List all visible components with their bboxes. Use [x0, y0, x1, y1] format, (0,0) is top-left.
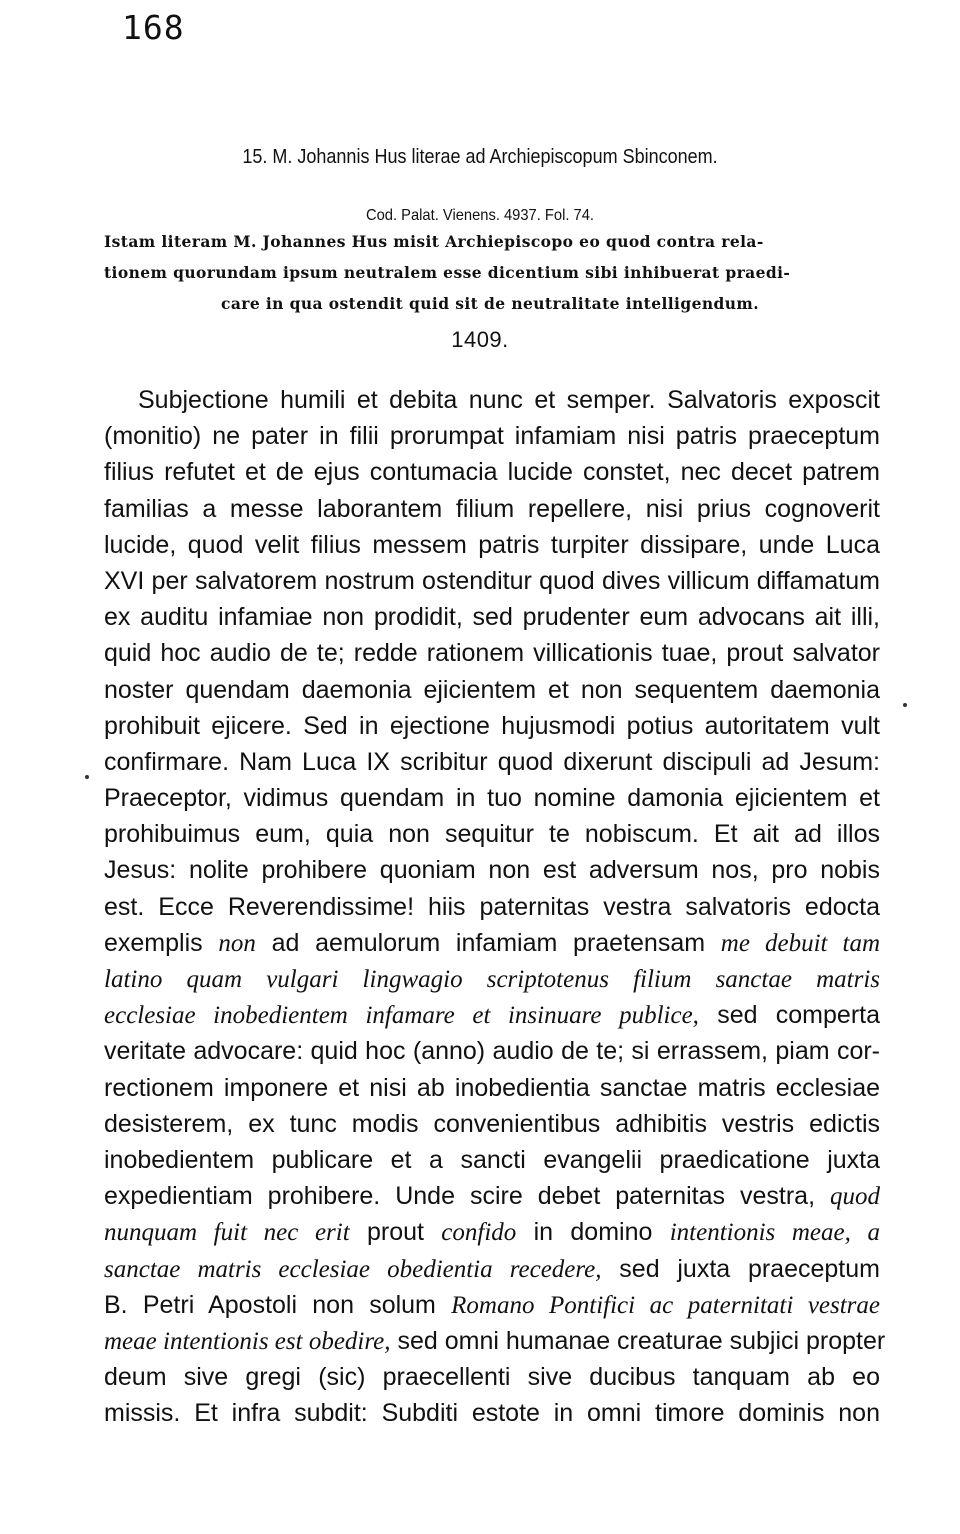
letter-body	[104, 382, 886, 1431]
body-line	[104, 780, 880, 816]
body-line	[104, 1251, 880, 1287]
body-line	[104, 997, 880, 1033]
text-segment: rectionem imponere et nisi ab inobedientia sanctae matris ecclesiae	[104, 1073, 880, 1102]
page-number: 168	[122, 8, 185, 47]
body-line	[104, 1070, 880, 1106]
text-segment: noster quendam daemonia ejicientem et non sequentem daemonia	[104, 675, 880, 704]
body-line	[104, 1287, 880, 1323]
margin-mark	[903, 703, 907, 707]
text-segment: prohibuimus eum, quia non sequitur te nobiscum. Et ait ad illos	[104, 820, 880, 849]
summary-line: care in qua ostendit quid sit de neutralitate intelligendum.	[220, 294, 760, 313]
body-line	[104, 889, 880, 925]
text-segment: quid hoc audio de te; redde rationem villicationis tuae, prout salvator	[104, 639, 880, 668]
body-line	[104, 1395, 880, 1431]
body-line	[104, 1178, 880, 1214]
italic-text: nunquam fuit nec erit	[104, 1219, 350, 1247]
summary-line: Istam literam M. Johannes Hus misit Archiepiscopo eo quod contra rela-	[104, 232, 764, 251]
body-line	[104, 635, 880, 671]
body-line	[104, 563, 880, 599]
text-segment: Jesus: nolite prohibere quoniam non est adversum nos, pro nobis	[104, 856, 880, 885]
body-line	[104, 382, 880, 418]
text-segment: missis. Et infra subdit: Subditi estote in omni timore dominis non	[104, 1399, 880, 1428]
letter-heading: 15. M. Johannis Hus literae ad Archiepiscopum Sbinconem.	[242, 146, 718, 168]
letter-date: 1409.	[451, 327, 509, 352]
text-segment: sed juxta praeceptum	[601, 1254, 880, 1283]
italic-text: non	[218, 929, 256, 957]
body-line	[104, 925, 880, 961]
text-segment: veritate advocare: quid hoc (anno) audio de te; si errassem, piam cor-	[104, 1037, 880, 1066]
body-line	[104, 708, 880, 744]
body-line	[104, 816, 880, 852]
italic-text: latino quam vulgari lingwagio scriptotenus filium sanctae matris	[104, 966, 880, 993]
body-line	[104, 1106, 880, 1142]
letter-summary	[104, 226, 876, 319]
text-segment: XVI per salvatorem nostrum ostenditur quod dives villicum diffamatum	[104, 566, 880, 595]
text-segment: familias a messe laborantem filium repellere, nisi prius cognoverit	[104, 494, 880, 523]
body-line	[104, 599, 880, 635]
body-line	[104, 527, 880, 563]
body-line	[104, 491, 880, 527]
body-line	[104, 454, 880, 490]
text-segment: exemplis	[104, 928, 219, 957]
body-line	[104, 744, 880, 780]
italic-text: ecclesiae inobedientem infamare et insinuare publice,	[104, 1002, 699, 1030]
body-line	[104, 961, 880, 997]
italic-text: intentionis meae, a	[669, 1219, 880, 1247]
body-line	[104, 852, 880, 888]
italic-text: confido	[441, 1219, 517, 1247]
body-line	[104, 1359, 880, 1395]
italic-text: me debuit tam	[720, 929, 880, 957]
text-segment: prohibuit ejicere. Sed in ejectione hujusmodi potius autoritatem vult	[104, 711, 880, 740]
body-line	[104, 418, 880, 454]
text-segment: est. Ecce Reverendissime! hiis paternitas vestra salvatoris edocta	[104, 892, 880, 921]
text-segment: deum sive gregi (sic) praecellenti sive ducibus tanquam ab eo	[104, 1363, 880, 1392]
summary-line: tionem quorundam ipsum neutralem esse dicentium sibi inhibuerat praedi-	[104, 263, 791, 282]
text-segment: inobedientem publicare et a sancti evangelii praedicatione juxta	[104, 1145, 880, 1174]
italic-text: Romano Pontifici ac paternitati vestrae	[451, 1291, 881, 1319]
text-segment: B. Petri Apostoli non solum	[104, 1290, 452, 1319]
text-segment: ad aemulorum infamiam praetensam	[255, 928, 721, 957]
text-segment: desisterem, ex tunc modis convenientibus adhibitis vestris edictis	[104, 1109, 880, 1138]
text-segment: expedientiam prohibere. Unde scire debet paternitas vestra,	[104, 1182, 830, 1211]
italic-text: meae intentionis est obedire,	[104, 1327, 391, 1355]
text-segment: prout	[349, 1218, 442, 1247]
text-segment: in domino	[516, 1218, 670, 1247]
body-line	[104, 1142, 880, 1178]
body-line	[104, 1033, 880, 1069]
body-line	[104, 672, 880, 708]
text-segment: (monitio) ne pater in filii prorumpat infamiam nisi patris praeceptum	[104, 422, 880, 451]
manuscript-source: Cod. Palat. Vienens. 4937. Fol. 74.	[365, 207, 595, 224]
text-segment: sed omni humanae creaturae subjici propter	[390, 1326, 886, 1355]
text-segment: Praeceptor, vidimus quendam in tuo nomine damonia ejicientem et	[104, 784, 880, 813]
text-segment: lucide, quod velit filius messem patris turpiter dissipare, unde Luca	[104, 530, 880, 559]
text-segment: confirmare. Nam Luca IX scribitur quod dixerunt discipuli ad Jesum:	[104, 747, 880, 776]
text-segment: filius refutet et de ejus contumacia lucide constet, nec decet patrem	[104, 458, 880, 487]
italic-text: sanctae matris ecclesiae obedientia recedere,	[104, 1255, 602, 1283]
margin-mark	[85, 775, 89, 779]
text-segment: Subjectione humili et debita nunc et semper. Salvatoris exposcit	[138, 386, 880, 414]
italic-text: quod	[830, 1183, 880, 1211]
body-line	[104, 1323, 886, 1359]
text-segment: ex auditu infamiae non prodidit, sed prudenter eum advocans ait illi,	[104, 603, 880, 632]
body-line	[104, 1214, 880, 1250]
text-segment: sed comperta	[698, 1001, 880, 1030]
